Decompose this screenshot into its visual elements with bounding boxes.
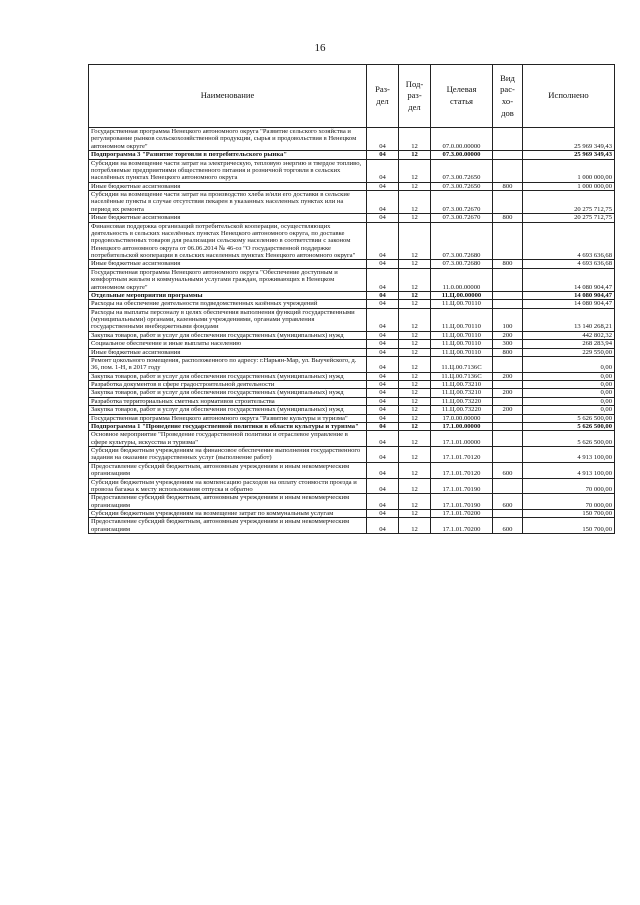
row-exp-type <box>493 159 523 182</box>
row-name: Предоставление субсидий бюджетным, автономным учреждениям и иным некоммерческим организациям <box>89 518 367 534</box>
row-name: Основное мероприятие "Проведение государственной политики и отраслевое управление в сфере культуры, искусства и туризма" <box>89 431 367 447</box>
row-exp-type <box>493 414 523 422</box>
row-exp-type <box>493 510 523 518</box>
table-row <box>89 331 615 339</box>
row-section: 04 <box>367 260 399 268</box>
row-executed: 1 000 000,00 <box>523 182 615 190</box>
row-subsection: 12 <box>399 356 431 372</box>
row-executed: 229 550,00 <box>523 348 615 356</box>
row-name: Субсидии бюджетным учреждениям на возмещение затрат по коммунальным услугам <box>89 510 367 518</box>
row-section: 04 <box>367 431 399 447</box>
row-target: 07.3.00.72670 <box>431 214 493 222</box>
row-subsection: 12 <box>399 191 431 214</box>
row-executed: 0,00 <box>523 397 615 405</box>
row-section: 04 <box>367 381 399 389</box>
row-subsection: 12 <box>399 389 431 397</box>
row-subsection: 12 <box>399 397 431 405</box>
row-exp-type: 800 <box>493 182 523 190</box>
row-name: Расходы на выплаты персоналу в целях обеспечения выполнения функций государственными (муниципальными) органами, казенными учреждениями, органами управления государственными внебюджетными фондами <box>89 308 367 331</box>
row-exp-type <box>493 447 523 463</box>
row-exp-type: 200 <box>493 372 523 380</box>
row-executed: 4 693 636,68 <box>523 222 615 260</box>
row-name: Разработка документов в сфере градостроительной деятельности <box>89 381 367 389</box>
row-exp-type: 100 <box>493 308 523 331</box>
row-subsection: 12 <box>399 182 431 190</box>
row-target: 17.1.01.70190 <box>431 478 493 494</box>
row-target: 11.Ц.00.73210 <box>431 389 493 397</box>
row-subsection: 12 <box>399 331 431 339</box>
row-section: 04 <box>367 462 399 478</box>
row-subsection: 12 <box>399 518 431 534</box>
row-target: 11.0.00.00000 <box>431 268 493 291</box>
row-section: 04 <box>367 414 399 422</box>
row-subsection: 12 <box>399 348 431 356</box>
row-target: 07.3.00.72680 <box>431 222 493 260</box>
row-exp-type: 600 <box>493 462 523 478</box>
table-row <box>89 291 615 299</box>
row-executed: 70 000,00 <box>523 494 615 510</box>
row-section: 04 <box>367 308 399 331</box>
row-name: Государственная программа Ненецкого автономного округа "Развитие сельского хозяйства и регулирование рынков сельскохозяйственной продукции, сырья и продовольствия в Ненецком автономном округе" <box>89 128 367 151</box>
row-target: 11.Ц.00.00000 <box>431 291 493 299</box>
table-row <box>89 214 615 222</box>
row-subsection: 12 <box>399 478 431 494</box>
row-section: 04 <box>367 372 399 380</box>
header-subsection: Под- раз- дел <box>399 65 431 128</box>
row-name: Субсидии бюджетным учреждениям на компенсацию расходов на оплату стоимости проезда и провоза багажа к месту использования отпуска и обратно <box>89 478 367 494</box>
row-name: Социальное обеспечение и иные выплаты населению <box>89 340 367 348</box>
table-row <box>89 372 615 380</box>
row-executed: 25 969 349,43 <box>523 151 615 159</box>
row-section: 04 <box>367 268 399 291</box>
row-exp-type: 800 <box>493 348 523 356</box>
table-row <box>89 151 615 159</box>
row-target: 11.Ц.00.70110 <box>431 300 493 308</box>
row-exp-type <box>493 300 523 308</box>
row-executed: 70 000,00 <box>523 478 615 494</box>
row-executed: 0,00 <box>523 372 615 380</box>
row-exp-type <box>493 356 523 372</box>
table-row <box>89 348 615 356</box>
row-target: 11.Ц.00.70110 <box>431 348 493 356</box>
row-target: 07.3.00.72670 <box>431 191 493 214</box>
row-target: 07.3.00.00000 <box>431 151 493 159</box>
row-name: Предоставление субсидий бюджетным, автономным учреждениям и иным некоммерческим организациям <box>89 462 367 478</box>
row-subsection: 12 <box>399 300 431 308</box>
row-subsection: 12 <box>399 214 431 222</box>
header-name: Наименование <box>89 65 367 128</box>
table-row <box>89 462 615 478</box>
table-row <box>89 356 615 372</box>
row-section: 04 <box>367 510 399 518</box>
row-exp-type <box>493 422 523 430</box>
row-name: Иные бюджетные ассигнования <box>89 214 367 222</box>
table-row <box>89 268 615 291</box>
table-row <box>89 397 615 405</box>
row-section: 04 <box>367 478 399 494</box>
row-exp-type: 200 <box>493 331 523 339</box>
row-subsection: 12 <box>399 414 431 422</box>
row-target: 17.1.01.70190 <box>431 494 493 510</box>
row-section: 04 <box>367 331 399 339</box>
row-name: Субсидии на возмещение части затрат на производство хлеба и/или его доставки в сельские населённые пункты в случае отсутствия пекарен в указанных населенных пунктах или на период их ремонта <box>89 191 367 214</box>
table-row <box>89 191 615 214</box>
row-name: Государственная программа Ненецкого автономного округа "Развитие культуры и туризма" <box>89 414 367 422</box>
row-exp-type: 800 <box>493 214 523 222</box>
row-executed: 14 080 904,47 <box>523 291 615 299</box>
row-target: 17.1.00.00000 <box>431 422 493 430</box>
row-name: Субсидии на возмещение части затрат на электрическую, тепловую энергию и твердое топливо, потребляемые предприятиями общественного питания и розничной торговли в сельских населённых пунктах Ненецкого автономного округа <box>89 159 367 182</box>
row-name: Государственная программа Ненецкого автономного округа "Обеспечение доступным и комфортным жильем и коммунальными услугами граждан, проживающих в Ненецком автономном округе" <box>89 268 367 291</box>
row-section: 04 <box>367 300 399 308</box>
row-executed: 4 693 636,68 <box>523 260 615 268</box>
row-target: 11.Ц.00.73220 <box>431 397 493 405</box>
table-row <box>89 510 615 518</box>
row-exp-type <box>493 397 523 405</box>
row-subsection: 12 <box>399 381 431 389</box>
row-name: Предоставление субсидий бюджетным, автономным учреждениям и иным некоммерческим организациям <box>89 494 367 510</box>
table-row <box>89 260 615 268</box>
row-section: 04 <box>367 389 399 397</box>
row-name: Субсидии бюджетным учреждениям на финансовое обеспечение выполнения государственного задания на оказание государственных услуг (выполнение работ) <box>89 447 367 463</box>
table-row <box>89 128 615 151</box>
row-subsection: 12 <box>399 431 431 447</box>
table-row <box>89 494 615 510</box>
row-section: 04 <box>367 340 399 348</box>
header-executed: Исполнено <box>523 65 615 128</box>
table-row <box>89 340 615 348</box>
row-subsection: 12 <box>399 260 431 268</box>
row-name: Расходы на обеспечение деятельности подведомственных казённых учреждений <box>89 300 367 308</box>
row-subsection: 12 <box>399 510 431 518</box>
row-subsection: 12 <box>399 291 431 299</box>
header-exp-type: Вид рас- хо- дов <box>493 65 523 128</box>
row-executed: 20 275 712,75 <box>523 191 615 214</box>
table-row <box>89 300 615 308</box>
row-section: 04 <box>367 447 399 463</box>
row-target: 17.0.00.00000 <box>431 414 493 422</box>
row-executed: 0,00 <box>523 381 615 389</box>
row-target: 07.3.00.72680 <box>431 260 493 268</box>
row-subsection: 12 <box>399 151 431 159</box>
row-name: Иные бюджетные ассигнования <box>89 260 367 268</box>
row-executed: 4 913 100,00 <box>523 462 615 478</box>
row-target: 17.1.01.70200 <box>431 510 493 518</box>
row-section: 04 <box>367 191 399 214</box>
row-executed: 5 626 500,00 <box>523 414 615 422</box>
row-name: Финансовая поддержка организаций потребительской кооперации, осуществляющих деятельность в сельских населённых пунктах Ненецкого автономного округа, по доставке продовольственных товаров для реализации сельскому населению в соответствии с законом Ненецкого автономного округа от 06.06.2014 № 46-оз "О государственной поддержке потребительской кооперации в сельских населенных пунктах Ненецкого автономного округа" <box>89 222 367 260</box>
row-name: Закупка товаров, работ и услуг для обеспечения государственных (муниципальных) нужд <box>89 389 367 397</box>
row-exp-type <box>493 151 523 159</box>
row-target: 17.1.01.00000 <box>431 431 493 447</box>
row-target: 07.3.00.72650 <box>431 182 493 190</box>
table-row <box>89 518 615 534</box>
row-section: 04 <box>367 422 399 430</box>
row-executed: 0,00 <box>523 356 615 372</box>
row-exp-type <box>493 268 523 291</box>
table-row <box>89 478 615 494</box>
table-row <box>89 422 615 430</box>
row-subsection: 12 <box>399 308 431 331</box>
row-executed: 268 283,94 <box>523 340 615 348</box>
row-exp-type <box>493 431 523 447</box>
row-executed: 5 626 500,00 <box>523 431 615 447</box>
table-header-row <box>89 65 615 128</box>
row-section: 04 <box>367 214 399 222</box>
row-section: 04 <box>367 151 399 159</box>
row-exp-type <box>493 381 523 389</box>
row-executed: 5 626 500,00 <box>523 422 615 430</box>
page-number: 16 <box>314 42 326 54</box>
row-executed: 14 080 904,47 <box>523 300 615 308</box>
row-section: 04 <box>367 356 399 372</box>
row-executed: 14 080 904,47 <box>523 268 615 291</box>
row-section: 04 <box>367 397 399 405</box>
row-subsection: 12 <box>399 462 431 478</box>
row-target: 11.Ц.00.70110 <box>431 331 493 339</box>
row-exp-type: 300 <box>493 340 523 348</box>
row-subsection: 12 <box>399 268 431 291</box>
row-exp-type <box>493 291 523 299</box>
row-executed: 442 802,32 <box>523 331 615 339</box>
row-section: 04 <box>367 348 399 356</box>
row-section: 04 <box>367 494 399 510</box>
row-exp-type: 600 <box>493 494 523 510</box>
row-name: Подпрограмма 3 "Развитие торговли в потребительского рынка" <box>89 151 367 159</box>
row-subsection: 12 <box>399 222 431 260</box>
row-name: Иные бюджетные ассигнования <box>89 182 367 190</box>
row-executed: 150 700,00 <box>523 510 615 518</box>
row-executed: 0,00 <box>523 406 615 414</box>
header-target: Целевая статья <box>431 65 493 128</box>
row-exp-type <box>493 222 523 260</box>
row-exp-type: 800 <box>493 260 523 268</box>
row-executed: 1 000 000,00 <box>523 159 615 182</box>
row-target: 11.Ц.00.73220 <box>431 406 493 414</box>
row-section: 04 <box>367 406 399 414</box>
row-subsection: 12 <box>399 494 431 510</box>
row-exp-type: 600 <box>493 518 523 534</box>
row-name: Подпрограмма 1 "Проведение государственной политики в области культуры и туризма" <box>89 422 367 430</box>
row-target: 17.1.01.70120 <box>431 462 493 478</box>
row-name: Закупка товаров, работ и услуг для обеспечения государственных (муниципальных) нужд <box>89 331 367 339</box>
row-exp-type <box>493 478 523 494</box>
header-section: Раз- дел <box>367 65 399 128</box>
table-row <box>89 447 615 463</box>
row-subsection: 12 <box>399 406 431 414</box>
row-target: 11.Ц.00.7136С <box>431 356 493 372</box>
row-section: 04 <box>367 291 399 299</box>
budget-execution-table <box>88 64 615 534</box>
row-target: 07.0.00.00000 <box>431 128 493 151</box>
row-executed: 4 913 100,00 <box>523 447 615 463</box>
row-target: 07.3.00.72650 <box>431 159 493 182</box>
row-name: Закупка товаров, работ и услуг для обеспечения государственных (муниципальных) нужд <box>89 406 367 414</box>
row-target: 11.Ц.00.73210 <box>431 381 493 389</box>
row-target: 11.Ц.00.70110 <box>431 308 493 331</box>
row-executed: 0,00 <box>523 389 615 397</box>
row-executed: 20 275 712,75 <box>523 214 615 222</box>
table-row <box>89 389 615 397</box>
row-section: 04 <box>367 182 399 190</box>
table-row <box>89 182 615 190</box>
row-target: 11.Ц.00.70110 <box>431 340 493 348</box>
row-subsection: 12 <box>399 159 431 182</box>
row-name: Закупка товаров, работ и услуг для обеспечения государственных (муниципальных) нужд <box>89 372 367 380</box>
row-name: Иные бюджетные ассигнования <box>89 348 367 356</box>
table-row <box>89 381 615 389</box>
table-row <box>89 159 615 182</box>
table-row <box>89 308 615 331</box>
row-section: 04 <box>367 159 399 182</box>
row-target: 17.1.01.70120 <box>431 447 493 463</box>
row-subsection: 12 <box>399 447 431 463</box>
row-exp-type: 200 <box>493 389 523 397</box>
row-subsection: 12 <box>399 372 431 380</box>
row-subsection: 12 <box>399 128 431 151</box>
row-executed: 150 700,00 <box>523 518 615 534</box>
row-subsection: 12 <box>399 340 431 348</box>
table-row <box>89 431 615 447</box>
table-row <box>89 406 615 414</box>
row-section: 04 <box>367 128 399 151</box>
row-name: Разработка территориальных сметных нормативов строительства <box>89 397 367 405</box>
row-section: 04 <box>367 518 399 534</box>
row-section: 04 <box>367 222 399 260</box>
table-row <box>89 414 615 422</box>
table-body <box>89 128 615 534</box>
row-executed: 13 140 268,21 <box>523 308 615 331</box>
row-name: Ремонт цокольного помещения, расположенного по адресу: г.Нарьян-Мар, ул. Выучейского, д. 36, пом. 1-Н, в 2017 году <box>89 356 367 372</box>
row-target: 17.1.01.70200 <box>431 518 493 534</box>
row-subsection: 12 <box>399 422 431 430</box>
row-exp-type: 200 <box>493 406 523 414</box>
row-executed: 25 969 349,43 <box>523 128 615 151</box>
row-target: 11.Ц.00.7136С <box>431 372 493 380</box>
row-name: Отдельные мероприятия программы <box>89 291 367 299</box>
row-exp-type <box>493 191 523 214</box>
table-row <box>89 222 615 260</box>
row-exp-type <box>493 128 523 151</box>
